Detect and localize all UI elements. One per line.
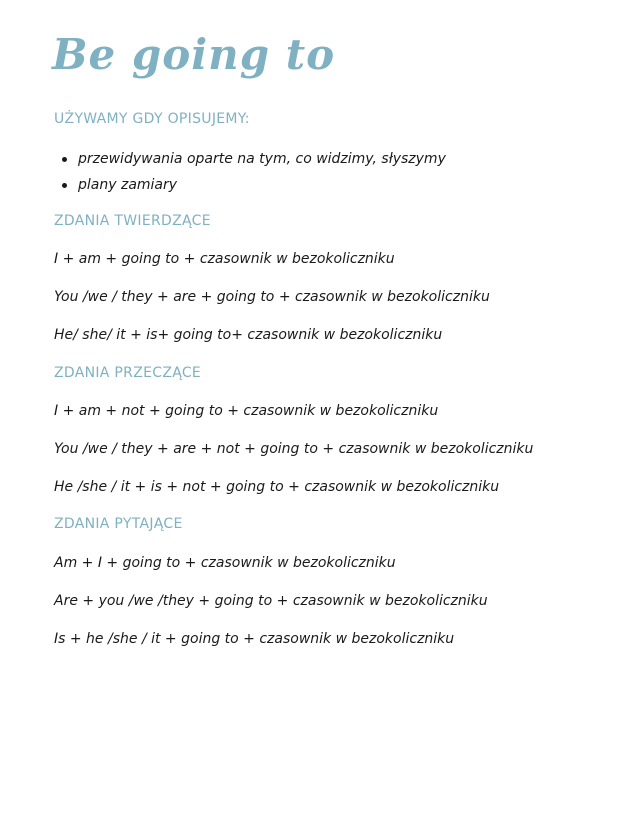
questions-heading: ZDANIA PYTAJĄCE bbox=[54, 516, 183, 532]
affirmative-line: I + am + going to + czasownik w bezokoliczniku bbox=[54, 251, 395, 267]
question-line: Is + he /she / it + going to + czasownik w bezokoliczniku bbox=[54, 631, 455, 647]
negative-line: You /we / they + are + not + going to + czasownik w bezokoliczniku bbox=[54, 441, 534, 457]
affirmative-line: He/ she/ it + is+ going to+ czasownik w bezokoliczniku bbox=[54, 327, 443, 343]
usage-heading: UŻYWAMY GDY OPISUJEMY: bbox=[54, 111, 250, 127]
bullet-icon bbox=[62, 183, 67, 188]
list-item bbox=[56, 146, 446, 172]
list-item-text: plany zamiary bbox=[78, 177, 178, 193]
question-line: Am + I + going to + czasownik w bezokoliczniku bbox=[54, 555, 396, 571]
negative-line: I + am + not + going to + czasownik w bezokoliczniku bbox=[54, 403, 439, 419]
usage-list bbox=[56, 146, 446, 198]
negative-line: He /she / it + is + not + going to + czasownik w bezokoliczniku bbox=[54, 479, 500, 495]
affirmative-heading: ZDANIA TWIERDZĄCE bbox=[54, 213, 211, 229]
negative-heading: ZDANIA PRZECZĄCE bbox=[54, 365, 202, 381]
affirmative-line: You /we / they + are + going to + czasownik w bezokoliczniku bbox=[54, 289, 490, 305]
page-title: Be going to bbox=[52, 30, 336, 79]
bullet-icon bbox=[62, 157, 67, 162]
question-line: Are + you /we /they + going to + czasownik w bezokoliczniku bbox=[54, 593, 488, 609]
list-item-text: przewidywania oparte na tym, co widzimy, słyszymy bbox=[78, 151, 446, 167]
list-item bbox=[56, 172, 446, 198]
